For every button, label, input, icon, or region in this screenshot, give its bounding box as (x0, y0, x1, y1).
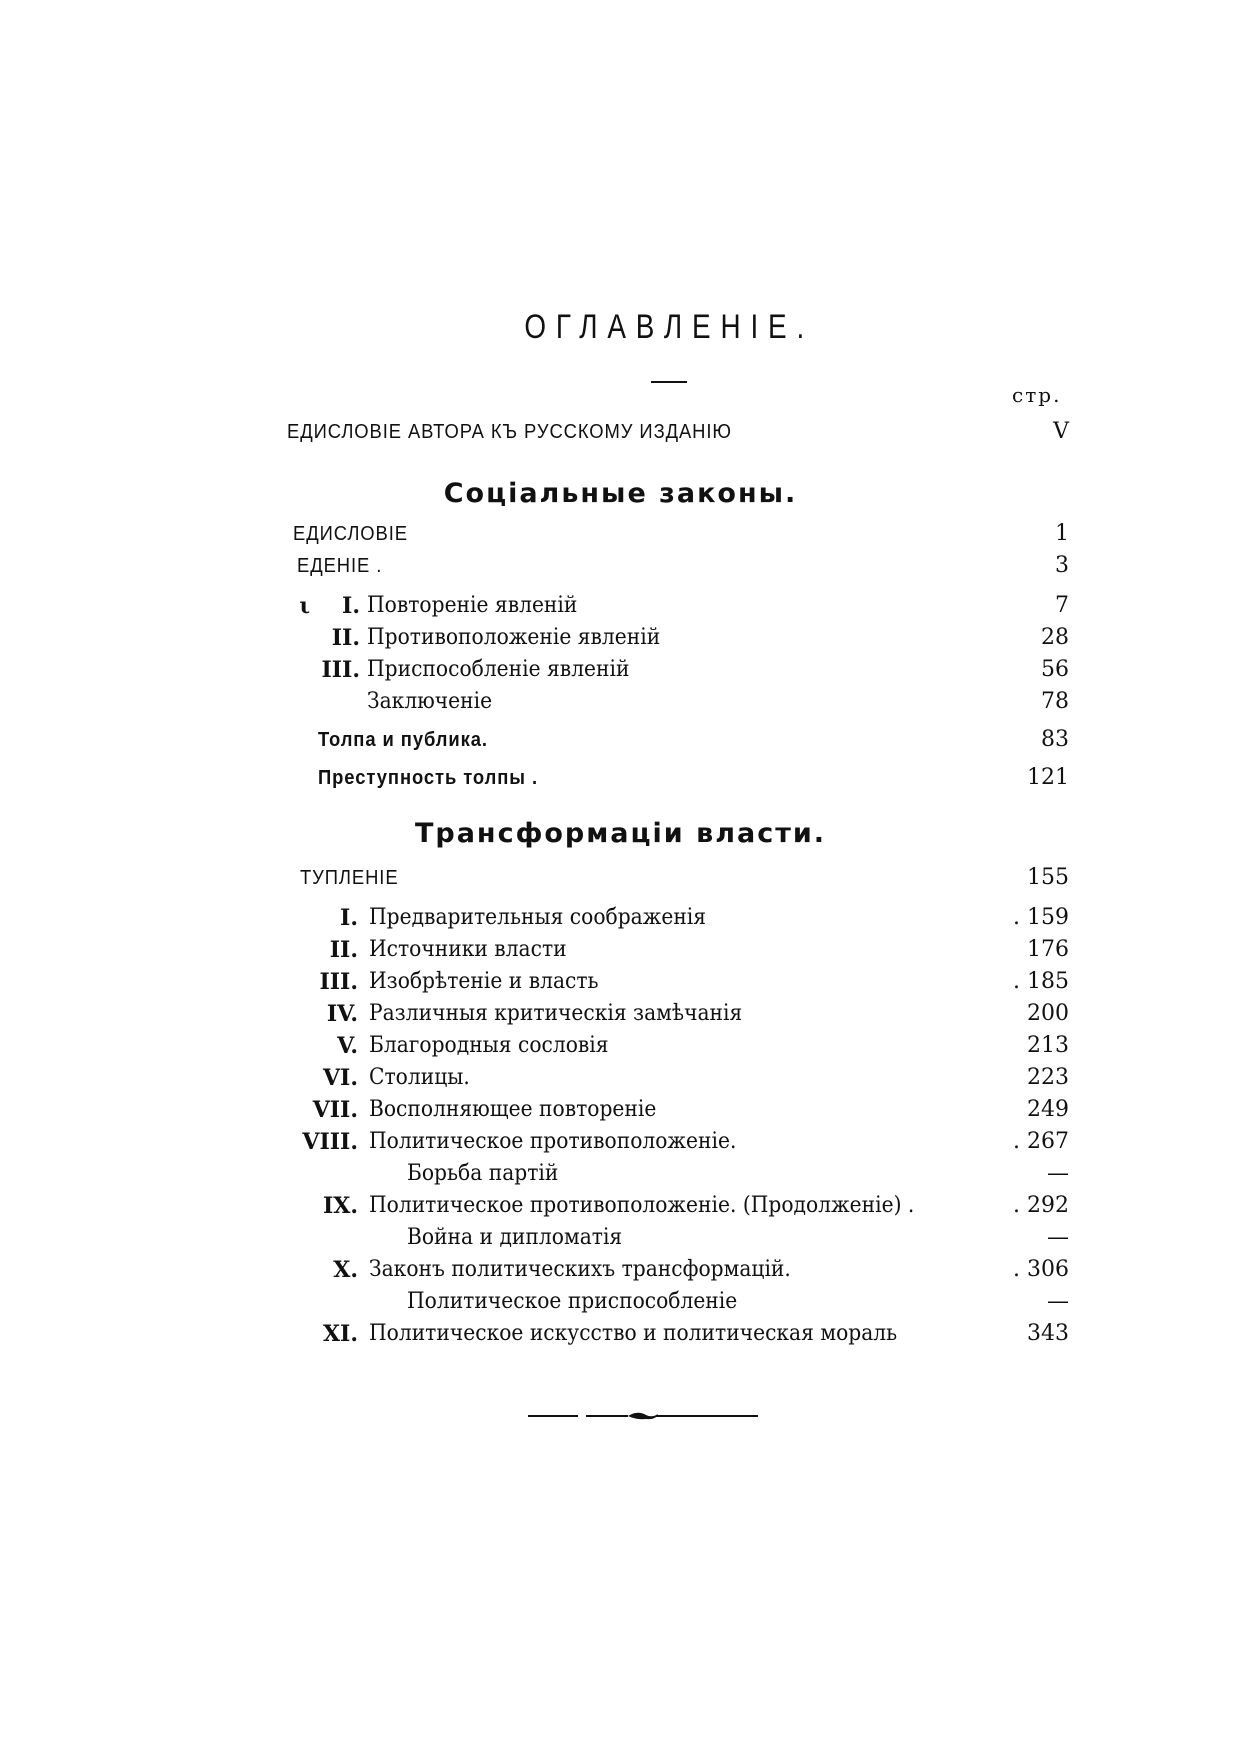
chapter-title: Восполняющее повтореніе (369, 1097, 657, 1122)
subentry-title: Борьба партій (407, 1161, 559, 1186)
title-rule (651, 381, 687, 383)
chapter-number: X. (333, 1257, 358, 1283)
essay-title: Преступность толпы . (318, 767, 538, 789)
chapter-page: . 159 (1013, 905, 1069, 930)
chapter-title: Законъ политическихъ трансформацій. (369, 1257, 791, 1282)
chapter-title: Противоположеніе явленій (367, 625, 661, 650)
chapter-page: . 306 (1013, 1257, 1069, 1282)
chapter-prefix: ι (299, 593, 310, 619)
chapter-title: Заключеніе (367, 689, 493, 714)
chapter-number: V. (337, 1033, 358, 1059)
chapter-page: 200 (1027, 1001, 1069, 1026)
subentry-page: — (1047, 1289, 1069, 1314)
chapter-page: 213 (1027, 1033, 1069, 1058)
chapter-title: Повтореніе явленій (367, 593, 578, 618)
chapter-page: 343 (1027, 1321, 1069, 1346)
chapter-page: . 267 (1013, 1129, 1069, 1154)
chapter-number: II. (329, 937, 358, 963)
subentry-page: — (1047, 1225, 1069, 1250)
chapter-number: III. (321, 657, 360, 683)
toc-entry-text: ЕДИСЛОВІЕ АВТОРА КЪ РУССКОМУ ИЗДАНІЮ (287, 421, 732, 443)
chapter-number: I. (342, 593, 360, 619)
chapter-page: 28 (1041, 625, 1069, 650)
toc-entry-page: 1 (1055, 521, 1069, 546)
chapter-title: Изобрѣтеніе и власть (369, 969, 599, 994)
chapter-number: VIII. (302, 1129, 358, 1155)
chapter-number: III. (319, 969, 358, 995)
toc-entry-page: V (1053, 419, 1069, 444)
chapter-title: Благородныя сословія (369, 1033, 609, 1058)
chapter-title: Политическое противоположеніе. (369, 1129, 737, 1154)
chapter-page: . 185 (1013, 969, 1069, 994)
page-title: ОГЛАВЛЕНІЕ. (524, 308, 815, 346)
chapter-title: Предварительныя соображенія (369, 905, 707, 930)
subentry-title: Политическое приспособленіе (407, 1289, 738, 1314)
chapter-number: IX. (322, 1193, 358, 1219)
chapter-number: II. (331, 625, 360, 651)
section-heading-social-laws: Соціальные законы. (443, 478, 798, 509)
chapter-title: Приспособленіе явленій (367, 657, 630, 682)
chapter-title: Политическое искусство и политическая мораль (369, 1321, 898, 1346)
chapter-page: 176 (1027, 937, 1069, 962)
subentry-title: Война и дипломатія (407, 1225, 623, 1250)
essay-title: Толпа и публика. (318, 729, 488, 751)
chapter-number: IV. (326, 1001, 358, 1027)
chapter-number: XI. (322, 1321, 358, 1347)
toc-entry-page: 155 (1027, 865, 1069, 890)
section-heading-power-transformations: Трансформаціи власти. (414, 818, 827, 849)
chapter-page: 249 (1027, 1097, 1069, 1122)
toc-entry-text: ЕДЕНІЕ . (297, 555, 383, 577)
chapter-page: . 292 (1013, 1193, 1069, 1218)
chapter-page: 78 (1041, 689, 1069, 714)
chapter-page: 223 (1027, 1065, 1069, 1090)
essay-page: 83 (1041, 727, 1069, 752)
page-column-label: стр. (1012, 383, 1062, 407)
toc-entry-text: ЕДИСЛОВІЕ (293, 523, 408, 545)
chapter-number: VI. (322, 1065, 358, 1091)
chapter-number: I. (340, 905, 358, 931)
chapter-title: Источники власти (369, 937, 567, 962)
chapter-title: Различныя критическія замѣчанія (369, 1001, 743, 1026)
chapter-page: 7 (1055, 593, 1069, 618)
toc-entry-page: 3 (1055, 553, 1069, 578)
ornament-divider (528, 1408, 758, 1422)
subentry-page: — (1047, 1161, 1069, 1186)
essay-page: 121 (1027, 765, 1069, 790)
chapter-title: Политическое противоположеніе. (Продолженіе) . (369, 1193, 915, 1218)
chapter-title: Столицы. (369, 1065, 470, 1090)
chapter-page: 56 (1041, 657, 1069, 682)
toc-entry-text: ТУПЛЕНІЕ (300, 867, 399, 889)
chapter-number: VII. (312, 1097, 358, 1123)
